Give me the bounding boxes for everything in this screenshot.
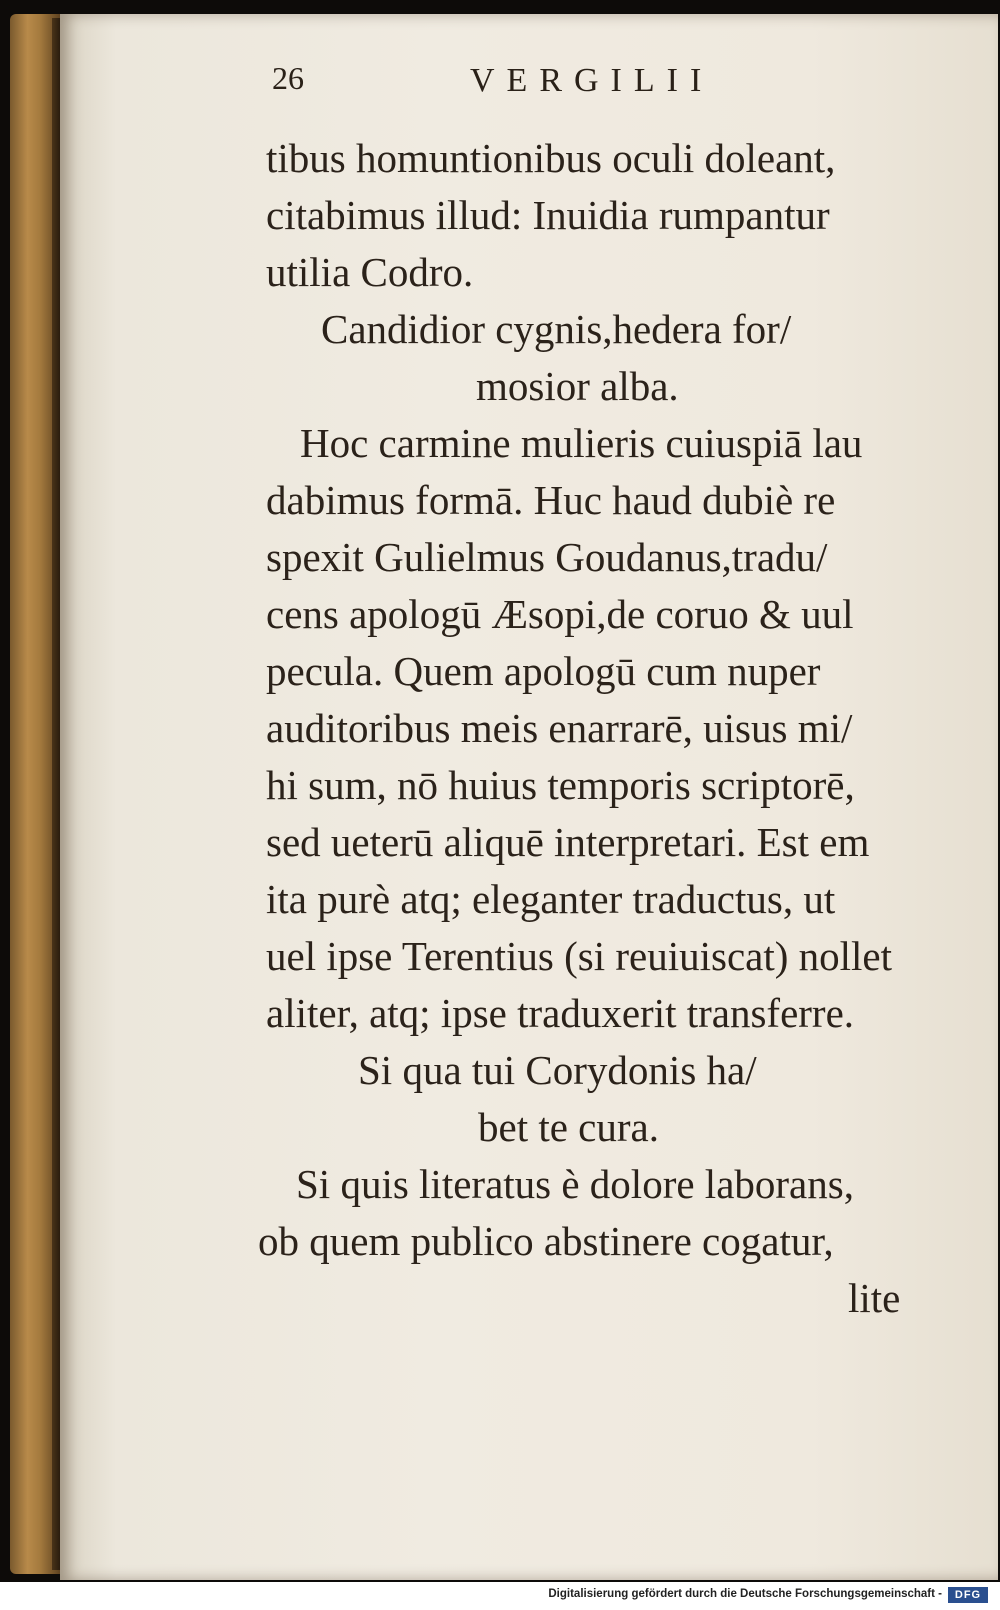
dfg-logo: DFG bbox=[948, 1587, 988, 1603]
funding-credit: Digitalisierung gefördert durch die Deutsche Forschungsgemeinschaft - bbox=[548, 1588, 942, 1600]
text-line-6: spexit Gulielmus Goudanus,tradu/ bbox=[266, 534, 828, 580]
running-title: VERGILII bbox=[470, 62, 714, 99]
text-line-3: utilia Codro. bbox=[266, 249, 474, 295]
verse-line-4: bet te cura. bbox=[478, 1104, 659, 1150]
text-line-14: aliter, atq; ipse traduxerit transferre. bbox=[266, 990, 855, 1036]
text-line-9: auditoribus meis enarrarē, uisus mi/ bbox=[266, 705, 853, 751]
verse-line-2: mosior alba. bbox=[476, 363, 679, 409]
text-line-7: cens apologū Æsopi,de coruo & uul bbox=[266, 591, 854, 637]
text-line-5: dabimus formā. Huc haud dubiè re bbox=[266, 477, 836, 523]
text-line-10: hi sum, nō huius temporis scriptorē, bbox=[266, 762, 855, 808]
footer-bar bbox=[0, 1582, 1000, 1610]
text-line-12: ita purè atq; eleganter traductus, ut bbox=[266, 876, 836, 922]
text-line-15: Si quis literatus è dolore laborans, bbox=[296, 1161, 854, 1207]
catchword: lite bbox=[848, 1275, 901, 1321]
running-head bbox=[272, 60, 792, 110]
spine-shadow bbox=[52, 18, 60, 1570]
text-line-13: uel ipse Terentius (si reuiuiscat) nollet bbox=[266, 933, 893, 979]
verse-line-1: Candidior cygnis,hedera for/ bbox=[321, 306, 792, 352]
verse-line-3: Si qua tui Corydonis ha/ bbox=[358, 1047, 757, 1093]
page-number: 26 bbox=[272, 60, 304, 96]
text-line-4: Hoc carmine mulieris cuiuspiā lau bbox=[300, 420, 863, 466]
text-line-8: pecula. Quem apologū cum nuper bbox=[266, 648, 821, 694]
text-line-2: citabimus illud: Inuidia rumpantur bbox=[266, 192, 830, 238]
text-line-16: ob quem publico abstinere cogatur, bbox=[258, 1218, 834, 1264]
text-line-11: sed ueterū aliquē interpretari. Est em bbox=[266, 819, 870, 865]
text-line-1: tibus homuntionibus oculi doleant, bbox=[266, 135, 836, 181]
